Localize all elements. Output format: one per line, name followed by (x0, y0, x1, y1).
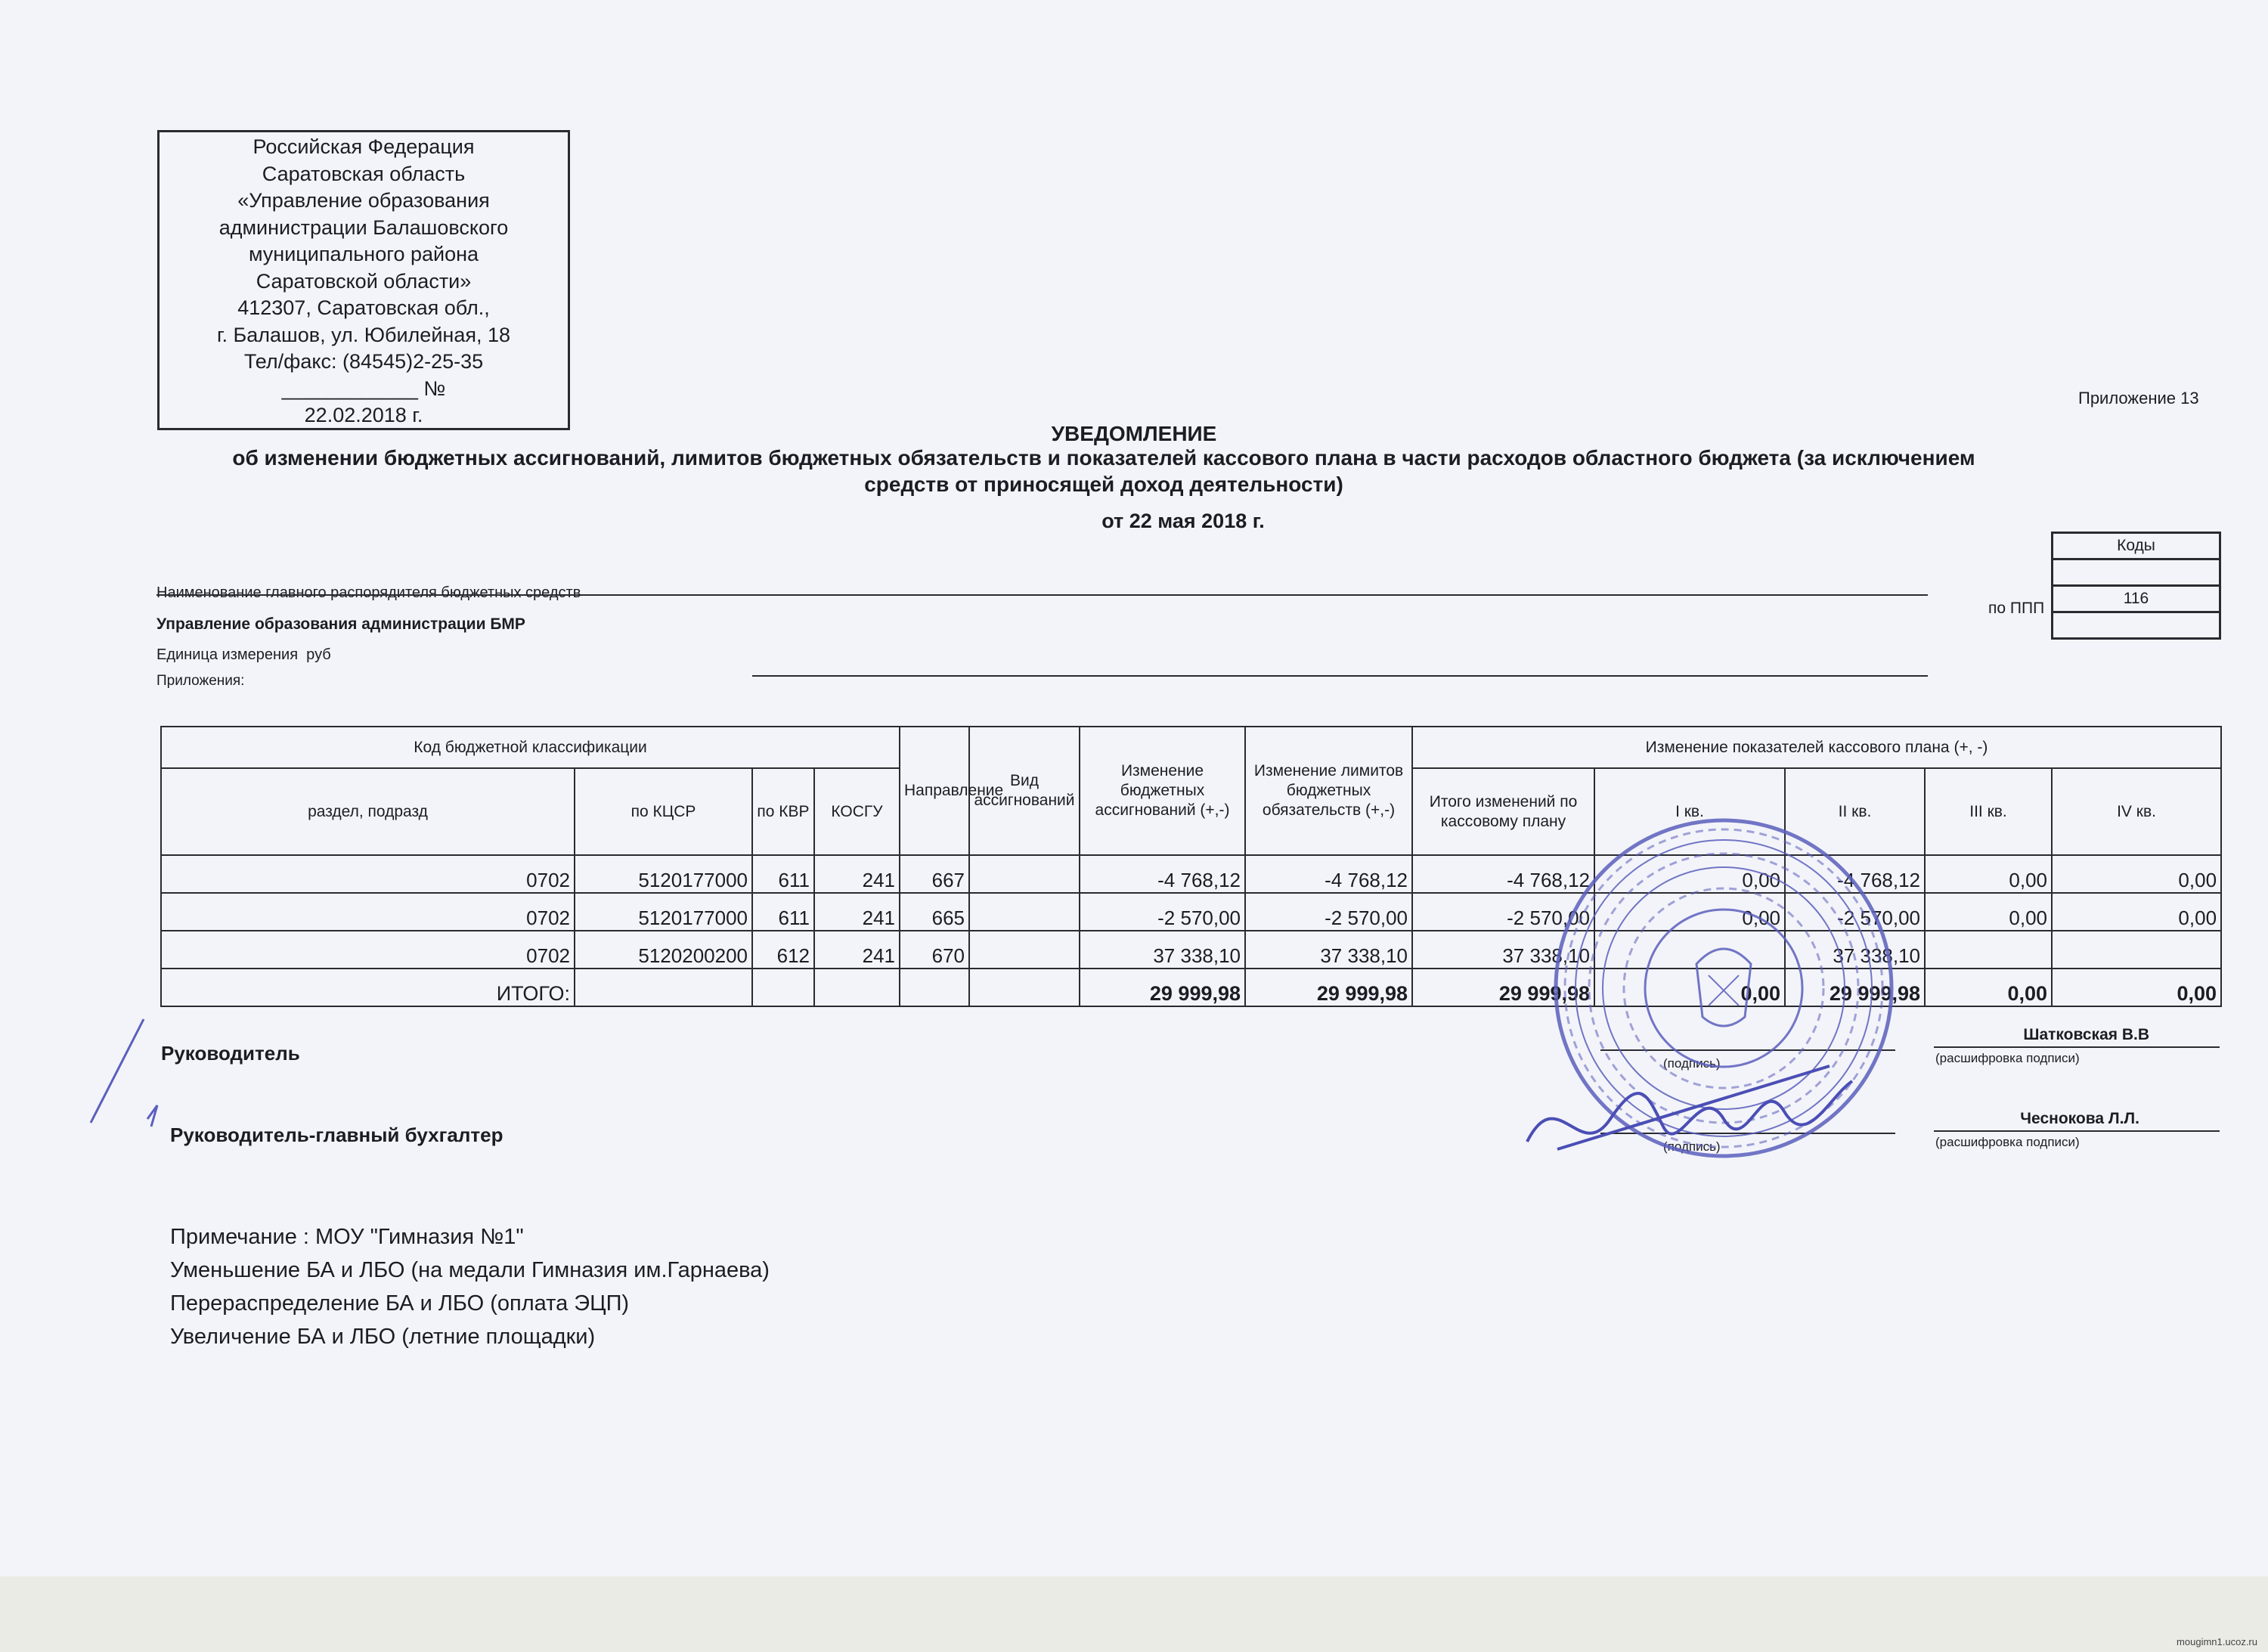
sender-date: 22.02.2018 г. (304, 404, 423, 426)
signature-caption: (подпись) (1663, 1139, 1721, 1154)
total-q4: 0,00 (2052, 969, 2221, 1006)
cell-kvr: 611 (752, 855, 814, 893)
total-label: ИТОГО: (161, 969, 575, 1006)
cell-kvr: 611 (752, 893, 814, 931)
total-q3: 0,00 (1925, 969, 2052, 1006)
cell-q4: 0,00 (2052, 893, 2221, 931)
cell-q4: 0,00 (2052, 855, 2221, 893)
codes-empty-cell (2053, 612, 2220, 639)
handwritten-signature (1512, 1051, 1875, 1164)
codes-ppp-value: 116 (2053, 586, 2220, 612)
unit-label-text: Единица измерения (156, 646, 299, 663)
header-direction: Направление (900, 727, 969, 855)
sender-line: администрации Балашовского (218, 215, 509, 239)
cell-empty (969, 969, 1080, 1006)
scan-background (0, 1576, 2268, 1652)
cell-obligation-limits: 37 338,10 (1245, 931, 1412, 969)
cell-empty (752, 969, 814, 1006)
total-obligation-limits: 29 999,98 (1245, 969, 1412, 1006)
cell-q3 (1925, 931, 2052, 969)
header-section: раздел, подразд (161, 768, 575, 855)
cell-kvr: 612 (752, 931, 814, 969)
cell-q4 (2052, 931, 2221, 969)
cell-assignment-type (969, 931, 1080, 969)
cell-empty (900, 969, 969, 1006)
codes-empty-cell (2053, 559, 2220, 586)
note-line: Примечание : МОУ "Гимназия №1" (170, 1225, 524, 1249)
main-manager-value: Управление образования администрации БМР (156, 615, 525, 633)
sender-line: 412307, Саратовская обл., (237, 296, 490, 319)
sender-line: Российская Федерация (253, 135, 475, 158)
head-name: Шатковская В.В (2023, 1026, 2149, 1043)
cell-section: 0702 (161, 931, 575, 969)
cell-direction: 670 (900, 931, 969, 969)
sender-line: г. Балашов, ул. Юбилейная, 18 (216, 323, 510, 346)
cell-q1: 0,00 (1594, 893, 1785, 931)
note-line: Уменьшение БА и ЛБО (на медали Гимназия им.Гарнаева) (170, 1258, 770, 1282)
signature-caption: (подпись) (1663, 1056, 1721, 1071)
total-q1: 0,00 (1594, 969, 1785, 1006)
header-cash-plan-total: Итого изменений по кассовому плану (1412, 768, 1594, 855)
header-kvr: по КВР (752, 768, 814, 855)
subtitle-line: об изменении бюджетных ассигнований, лимитов бюджетных обязательств и показателей кассового плана в части расходов областного бюджета (за исключением (232, 446, 1975, 470)
cell-budget-allocations: 37 338,10 (1080, 931, 1245, 969)
cell-empty (814, 969, 900, 1006)
sender-address-block (157, 130, 570, 430)
note-line: Перераспределение БА и ЛБО (оплата ЭЦП) (170, 1291, 630, 1316)
name-line (1934, 1130, 2220, 1132)
note-line: Увеличение БА и ЛБО (летние площадки) (170, 1325, 596, 1349)
cell-cash-plan-total: 37 338,10 (1412, 931, 1594, 969)
cell-assignment-type (969, 893, 1080, 931)
header-obligation-limits-change: Изменение лимитов бюджетных обязательств (+,-) (1245, 727, 1412, 855)
table-row (161, 931, 2221, 969)
cell-kcsr: 5120177000 (575, 893, 752, 931)
divider-line (752, 675, 1928, 677)
cell-assignment-type (969, 855, 1080, 893)
cell-section: 0702 (161, 855, 575, 893)
budget-changes-table (160, 726, 2222, 1007)
cell-obligation-limits: -4 768,12 (1245, 855, 1412, 893)
document-date: от 22 мая 2018 г. (1101, 510, 1265, 532)
total-budget-allocations: 29 999,98 (1080, 969, 1245, 1006)
table-row (161, 855, 2221, 893)
codes-header: Коды (2053, 533, 2220, 559)
header-budget-classification: Код бюджетной классификации (161, 727, 900, 768)
cell-kosgu: 241 (814, 855, 900, 893)
sender-line: Саратовская область (262, 162, 466, 185)
header-q4: IV кв. (2052, 768, 2221, 855)
name-line (1934, 1046, 2220, 1048)
sender-line: муниципального района (248, 243, 479, 265)
unit-label (156, 646, 331, 664)
sender-line: «Управление образования (237, 189, 490, 212)
header-cash-plan-change: Изменение показателей кассового плана (+, -) (1412, 727, 2221, 768)
chief-accountant-name: Чеснокова Л.Л. (2020, 1110, 2139, 1127)
total-cash-plan: 29 999,98 (1412, 969, 1594, 1006)
notes-block (170, 1220, 770, 1353)
decoding-caption: (расшифровка подписи) (1935, 1135, 2080, 1149)
divider-line (156, 594, 1928, 596)
cell-budget-allocations: -2 570,00 (1080, 893, 1245, 931)
cell-kosgu: 241 (814, 893, 900, 931)
sender-line: ____________ № (281, 377, 446, 400)
header-budget-allocations-change: Изменение бюджетных ассигнований (+,-) (1080, 727, 1245, 855)
cell-empty (575, 969, 752, 1006)
cell-cash-plan-total: -2 570,00 (1412, 893, 1594, 931)
unit-value: руб (306, 646, 331, 663)
cell-q3: 0,00 (1925, 855, 2052, 893)
header-q2: II кв. (1785, 768, 1925, 855)
header-q1: I кв. (1594, 768, 1785, 855)
cell-q3: 0,00 (1925, 893, 2052, 931)
head-label: Руководитель (161, 1042, 300, 1065)
header-q3: III кв. (1925, 768, 2052, 855)
sender-line: Тел/факс: (84545)2-25-35 (243, 350, 484, 373)
table-row (161, 893, 2221, 931)
cell-q1: 0,00 (1594, 855, 1785, 893)
cell-direction: 665 (900, 893, 969, 931)
cell-obligation-limits: -2 570,00 (1245, 893, 1412, 931)
header-kosgu: КОСГУ (814, 768, 900, 855)
cell-q2: -2 570,00 (1785, 893, 1925, 931)
cell-q2: 37 338,10 (1785, 931, 1925, 969)
main-manager-label: Наименование главного распорядителя бюджетных средств (156, 584, 581, 601)
attachments-label: Приложения: (156, 673, 245, 689)
cell-kosgu: 241 (814, 931, 900, 969)
cell-kcsr: 5120200200 (575, 931, 752, 969)
codes-table (2051, 532, 2221, 640)
cell-section: 0702 (161, 893, 575, 931)
cell-kcsr: 5120177000 (575, 855, 752, 893)
cell-q2: -4 768,12 (1785, 855, 1925, 893)
table-total-row (161, 969, 2221, 1006)
source-watermark: mougimn1.ucoz.ru (2177, 1636, 2257, 1647)
header-kcsr: по КЦСР (575, 768, 752, 855)
document-title: УВЕДОМЛЕНИЕ (1051, 422, 1217, 445)
pen-stroke (76, 1013, 166, 1149)
chief-accountant-label: Руководитель-главный бухгалтер (170, 1124, 503, 1146)
decoding-caption: (расшифровка подписи) (1935, 1051, 2080, 1065)
sender-line: Саратовской области» (256, 269, 472, 293)
cell-cash-plan-total: -4 768,12 (1412, 855, 1594, 893)
total-q2: 29 999,98 (1785, 969, 1925, 1006)
document-subtitle (174, 445, 2034, 497)
ppp-label: по ППП (1988, 600, 2045, 617)
subtitle-line: средств от приносящей доход деятельности) (864, 473, 1343, 496)
cell-direction: 667 (900, 855, 969, 893)
cell-budget-allocations: -4 768,12 (1080, 855, 1245, 893)
header-assignment-type: Вид ассигнований (969, 727, 1080, 855)
appendix-label: Приложение 13 (2078, 389, 2199, 408)
